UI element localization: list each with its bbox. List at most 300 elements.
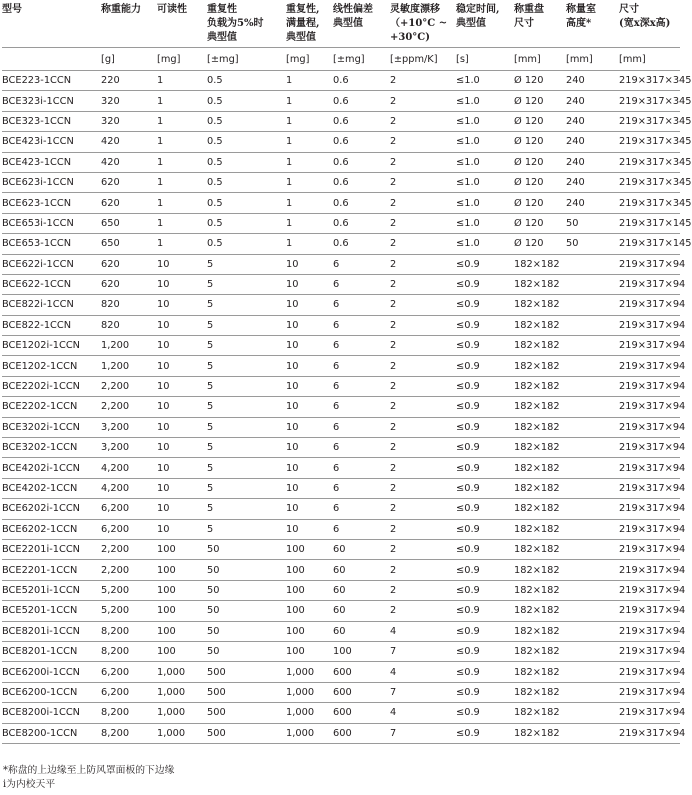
table-row — [2, 682, 680, 702]
unit-pan-size: [mm] — [514, 48, 566, 71]
cell-stabilization-time: ≤0.9 — [456, 376, 514, 396]
cell-linearity: 0.6 — [333, 152, 390, 172]
cell-sensitivity-drift: 2 — [390, 397, 456, 417]
cell-capacity: 6,200 — [101, 662, 157, 682]
cell-stabilization-time: ≤0.9 — [456, 539, 514, 559]
cell-dimensions: 219×317×345 — [619, 111, 680, 131]
cell-repeatability-5pct: 50 — [207, 601, 286, 621]
table-row — [2, 254, 680, 274]
cell-readability: 1,000 — [157, 682, 207, 702]
cell-linearity: 6 — [333, 478, 390, 498]
cell-repeatability-5pct: 5 — [207, 315, 286, 335]
cell-stabilization-time: ≤1.0 — [456, 234, 514, 254]
header-sensitivity-drift — [390, 3, 456, 48]
table-row — [2, 519, 680, 539]
cell-chamber-height — [566, 417, 619, 437]
cell-readability: 10 — [157, 519, 207, 539]
cell-capacity: 6,200 — [101, 519, 157, 539]
table-row — [2, 499, 680, 519]
cell-readability: 1 — [157, 213, 207, 233]
header-repeatability-full — [286, 3, 333, 48]
cell-repeatability-5pct: 0.5 — [207, 193, 286, 213]
cell-linearity: 6 — [333, 315, 390, 335]
cell-pan-size: 182×182 — [514, 458, 566, 478]
cell-pan-size: 182×182 — [514, 519, 566, 539]
table-row — [2, 621, 680, 641]
table-row — [2, 703, 680, 723]
table-row — [2, 172, 680, 192]
cell-model: BCE622i-1CCN — [2, 254, 101, 274]
cell-model: BCE223-1CCN — [2, 71, 101, 91]
header-capacity-line: 称重能力 — [101, 4, 141, 15]
cell-dimensions: 219×317×94 — [619, 254, 680, 274]
header-pan-size-line: 尺寸 — [514, 18, 534, 29]
cell-chamber-height — [566, 438, 619, 458]
cell-readability: 10 — [157, 254, 207, 274]
cell-chamber-height: 240 — [566, 91, 619, 111]
cell-linearity: 60 — [333, 621, 390, 641]
cell-chamber-height — [566, 641, 619, 661]
header-repeatability-5pct-line: 负载为5%时 — [207, 18, 264, 29]
cell-model: BCE3202i-1CCN — [2, 417, 101, 437]
cell-linearity: 60 — [333, 580, 390, 600]
cell-pan-size: Ø 120 — [514, 193, 566, 213]
table-row — [2, 193, 680, 213]
cell-sensitivity-drift: 2 — [390, 478, 456, 498]
table-row — [2, 397, 680, 417]
cell-repeatability-5pct: 50 — [207, 641, 286, 661]
cell-dimensions: 219×317×94 — [619, 438, 680, 458]
cell-capacity: 6,200 — [101, 499, 157, 519]
cell-sensitivity-drift: 4 — [390, 662, 456, 682]
cell-capacity: 2,200 — [101, 376, 157, 396]
cell-repeatability-5pct: 0.5 — [207, 132, 286, 152]
unit-readability: [mg] — [157, 48, 207, 71]
cell-chamber-height: 50 — [566, 213, 619, 233]
cell-repeatability-full: 100 — [286, 539, 333, 559]
cell-stabilization-time: ≤0.9 — [456, 336, 514, 356]
cell-sensitivity-drift: 2 — [390, 152, 456, 172]
cell-chamber-height: 240 — [566, 172, 619, 192]
cell-chamber-height — [566, 621, 619, 641]
cell-repeatability-full: 1 — [286, 172, 333, 192]
cell-linearity: 0.6 — [333, 213, 390, 233]
cell-repeatability-full: 100 — [286, 641, 333, 661]
cell-stabilization-time: ≤0.9 — [456, 580, 514, 600]
cell-capacity: 3,200 — [101, 438, 157, 458]
cell-linearity: 0.6 — [333, 193, 390, 213]
cell-repeatability-5pct: 5 — [207, 254, 286, 274]
cell-stabilization-time: ≤1.0 — [456, 152, 514, 172]
cell-readability: 1,000 — [157, 662, 207, 682]
cell-linearity: 6 — [333, 519, 390, 539]
cell-sensitivity-drift: 2 — [390, 560, 456, 580]
cell-dimensions: 219×317×94 — [619, 662, 680, 682]
cell-chamber-height — [566, 682, 619, 702]
cell-chamber-height — [566, 274, 619, 294]
cell-model: BCE6202i-1CCN — [2, 499, 101, 519]
cell-repeatability-full: 10 — [286, 356, 333, 376]
cell-repeatability-5pct: 0.5 — [207, 152, 286, 172]
cell-linearity: 6 — [333, 295, 390, 315]
cell-readability: 1 — [157, 152, 207, 172]
cell-repeatability-5pct: 5 — [207, 397, 286, 417]
cell-readability: 10 — [157, 376, 207, 396]
cell-capacity: 8,200 — [101, 723, 157, 743]
header-repeatability-5pct-line: 重复性 — [207, 4, 237, 15]
cell-repeatability-full: 1 — [286, 193, 333, 213]
table-row — [2, 641, 680, 661]
cell-repeatability-full: 1 — [286, 91, 333, 111]
cell-chamber-height: 240 — [566, 193, 619, 213]
cell-capacity: 2,200 — [101, 560, 157, 580]
cell-stabilization-time: ≤0.9 — [456, 254, 514, 274]
cell-sensitivity-drift: 2 — [390, 295, 456, 315]
cell-dimensions: 219×317×345 — [619, 132, 680, 152]
cell-readability: 100 — [157, 560, 207, 580]
cell-capacity: 820 — [101, 295, 157, 315]
table-body — [2, 71, 692, 744]
cell-stabilization-time: ≤1.0 — [456, 91, 514, 111]
cell-dimensions: 219×317×94 — [619, 315, 680, 335]
cell-chamber-height — [566, 458, 619, 478]
cell-model: BCE653i-1CCN — [2, 213, 101, 233]
cell-dimensions: 219×317×145 — [619, 234, 680, 254]
cell-linearity: 0.6 — [333, 91, 390, 111]
cell-chamber-height — [566, 397, 619, 417]
cell-readability: 1 — [157, 71, 207, 91]
cell-dimensions: 219×317×345 — [619, 193, 680, 213]
cell-chamber-height — [566, 254, 619, 274]
cell-chamber-height: 240 — [566, 71, 619, 91]
cell-capacity: 650 — [101, 213, 157, 233]
cell-repeatability-5pct: 5 — [207, 519, 286, 539]
cell-repeatability-5pct: 0.5 — [207, 111, 286, 131]
cell-model: BCE822i-1CCN — [2, 295, 101, 315]
cell-readability: 1 — [157, 91, 207, 111]
table-row — [2, 111, 680, 131]
cell-repeatability-full: 1 — [286, 234, 333, 254]
cell-dimensions: 219×317×94 — [619, 539, 680, 559]
header-stabilization-time-line: 典型值 — [456, 18, 486, 29]
cell-dimensions: 219×317×94 — [619, 703, 680, 723]
unit-dimensions: [mm] — [619, 48, 680, 71]
cell-dimensions: 219×317×94 — [619, 295, 680, 315]
cell-sensitivity-drift: 7 — [390, 723, 456, 743]
cell-pan-size: 182×182 — [514, 703, 566, 723]
cell-readability: 100 — [157, 601, 207, 621]
cell-linearity: 600 — [333, 723, 390, 743]
header-pan-size-line: 称重盘 — [514, 4, 544, 15]
cell-linearity: 100 — [333, 641, 390, 661]
cell-capacity: 2,200 — [101, 539, 157, 559]
cell-model: BCE8200-1CCN — [2, 723, 101, 743]
cell-capacity: 3,200 — [101, 417, 157, 437]
cell-repeatability-5pct: 5 — [207, 274, 286, 294]
cell-dimensions: 219×317×94 — [619, 478, 680, 498]
cell-readability: 1,000 — [157, 703, 207, 723]
cell-sensitivity-drift: 2 — [390, 172, 456, 192]
header-readability-line: 可读性 — [157, 4, 187, 15]
cell-repeatability-full: 10 — [286, 397, 333, 417]
cell-capacity: 320 — [101, 91, 157, 111]
cell-readability: 10 — [157, 438, 207, 458]
cell-pan-size: Ø 120 — [514, 172, 566, 192]
header-repeatability-full-line: 满量程, — [286, 18, 320, 29]
cell-model: BCE323i-1CCN — [2, 91, 101, 111]
cell-sensitivity-drift: 2 — [390, 580, 456, 600]
cell-sensitivity-drift: 2 — [390, 458, 456, 478]
cell-readability: 100 — [157, 621, 207, 641]
cell-readability: 1 — [157, 172, 207, 192]
cell-model: BCE2202i-1CCN — [2, 376, 101, 396]
cell-repeatability-5pct: 5 — [207, 376, 286, 396]
cell-dimensions: 219×317×94 — [619, 682, 680, 702]
cell-model: BCE653-1CCN — [2, 234, 101, 254]
header-row — [2, 3, 680, 48]
cell-repeatability-full: 10 — [286, 376, 333, 396]
cell-repeatability-full: 1,000 — [286, 723, 333, 743]
cell-linearity: 6 — [333, 254, 390, 274]
cell-stabilization-time: ≤1.0 — [456, 71, 514, 91]
cell-capacity: 5,200 — [101, 580, 157, 600]
cell-readability: 1,000 — [157, 723, 207, 743]
cell-dimensions: 219×317×94 — [619, 499, 680, 519]
cell-readability: 10 — [157, 458, 207, 478]
table-row — [2, 417, 680, 437]
cell-repeatability-5pct: 0.5 — [207, 71, 286, 91]
unit-linearity: [±mg] — [333, 48, 390, 71]
table-row — [2, 295, 680, 315]
cell-stabilization-time: ≤1.0 — [456, 111, 514, 131]
header-readability — [157, 3, 207, 48]
cell-stabilization-time: ≤0.9 — [456, 519, 514, 539]
cell-sensitivity-drift: 2 — [390, 234, 456, 254]
cell-linearity: 0.6 — [333, 132, 390, 152]
footnote-internal-calibration: i为内校天平 — [3, 779, 56, 790]
cell-capacity: 620 — [101, 254, 157, 274]
header-capacity — [101, 3, 157, 48]
cell-dimensions: 219×317×94 — [619, 601, 680, 621]
header-chamber-height — [566, 3, 619, 48]
cell-dimensions: 219×317×345 — [619, 71, 680, 91]
cell-sensitivity-drift: 2 — [390, 132, 456, 152]
table-row — [2, 234, 680, 254]
cell-repeatability-full: 1,000 — [286, 662, 333, 682]
table-row — [2, 315, 680, 335]
header-repeatability-full-line: 典型值 — [286, 32, 316, 43]
cell-repeatability-5pct: 5 — [207, 478, 286, 498]
cell-repeatability-full: 10 — [286, 315, 333, 335]
cell-dimensions: 219×317×145 — [619, 213, 680, 233]
cell-readability: 1 — [157, 111, 207, 131]
cell-repeatability-full: 1 — [286, 71, 333, 91]
cell-stabilization-time: ≤0.9 — [456, 458, 514, 478]
cell-linearity: 0.6 — [333, 71, 390, 91]
header-dimensions-line: 尺寸 — [619, 4, 639, 15]
cell-model: BCE8200i-1CCN — [2, 703, 101, 723]
cell-repeatability-full: 10 — [286, 519, 333, 539]
cell-linearity: 6 — [333, 336, 390, 356]
cell-chamber-height — [566, 703, 619, 723]
cell-repeatability-full: 1,000 — [286, 682, 333, 702]
cell-dimensions: 219×317×94 — [619, 641, 680, 661]
cell-sensitivity-drift: 2 — [390, 499, 456, 519]
cell-readability: 10 — [157, 356, 207, 376]
cell-sensitivity-drift: 2 — [390, 601, 456, 621]
cell-chamber-height — [566, 519, 619, 539]
cell-dimensions: 219×317×345 — [619, 152, 680, 172]
cell-pan-size: Ø 120 — [514, 91, 566, 111]
cell-stabilization-time: ≤1.0 — [456, 193, 514, 213]
table-row — [2, 478, 680, 498]
cell-linearity: 60 — [333, 601, 390, 621]
cell-linearity: 0.6 — [333, 234, 390, 254]
table-row — [2, 71, 680, 91]
table-row — [2, 539, 680, 559]
cell-model: BCE423i-1CCN — [2, 132, 101, 152]
unit-sensitivity-drift: [±ppm/K] — [390, 48, 456, 71]
cell-linearity: 6 — [333, 458, 390, 478]
cell-chamber-height — [566, 723, 619, 743]
cell-dimensions: 219×317×94 — [619, 336, 680, 356]
header-pan-size — [514, 3, 566, 48]
cell-repeatability-full: 10 — [286, 274, 333, 294]
footnotes — [3, 764, 174, 792]
cell-sensitivity-drift: 2 — [390, 71, 456, 91]
cell-capacity: 8,200 — [101, 703, 157, 723]
cell-pan-size: 182×182 — [514, 417, 566, 437]
cell-stabilization-time: ≤0.9 — [456, 397, 514, 417]
cell-stabilization-time: ≤0.9 — [456, 478, 514, 498]
header-linearity — [333, 3, 390, 48]
cell-dimensions: 219×317×94 — [619, 356, 680, 376]
cell-model: BCE2201-1CCN — [2, 560, 101, 580]
table-row — [2, 356, 680, 376]
cell-repeatability-full: 100 — [286, 580, 333, 600]
cell-stabilization-time: ≤0.9 — [456, 315, 514, 335]
cell-linearity: 6 — [333, 356, 390, 376]
cell-readability: 10 — [157, 478, 207, 498]
cell-model: BCE623i-1CCN — [2, 172, 101, 192]
cell-repeatability-full: 10 — [286, 254, 333, 274]
cell-sensitivity-drift: 2 — [390, 193, 456, 213]
cell-chamber-height: 240 — [566, 111, 619, 131]
cell-pan-size: 182×182 — [514, 295, 566, 315]
cell-model: BCE6202-1CCN — [2, 519, 101, 539]
cell-model: BCE2201i-1CCN — [2, 539, 101, 559]
cell-pan-size: 182×182 — [514, 621, 566, 641]
cell-repeatability-5pct: 500 — [207, 703, 286, 723]
cell-sensitivity-drift: 2 — [390, 376, 456, 396]
header-linearity-line: 典型值 — [333, 18, 363, 29]
cell-pan-size: 182×182 — [514, 376, 566, 396]
cell-chamber-height — [566, 580, 619, 600]
cell-repeatability-5pct: 500 — [207, 682, 286, 702]
cell-capacity: 650 — [101, 234, 157, 254]
cell-model: BCE3202-1CCN — [2, 438, 101, 458]
cell-readability: 1 — [157, 132, 207, 152]
cell-pan-size: 182×182 — [514, 682, 566, 702]
cell-chamber-height: 50 — [566, 234, 619, 254]
cell-sensitivity-drift: 2 — [390, 274, 456, 294]
table-row — [2, 438, 680, 458]
cell-pan-size: Ø 120 — [514, 152, 566, 172]
cell-model: BCE423-1CCN — [2, 152, 101, 172]
cell-repeatability-5pct: 5 — [207, 295, 286, 315]
cell-repeatability-5pct: 5 — [207, 336, 286, 356]
cell-model: BCE5201-1CCN — [2, 601, 101, 621]
cell-sensitivity-drift: 2 — [390, 111, 456, 131]
cell-repeatability-5pct: 500 — [207, 723, 286, 743]
units-row — [2, 48, 680, 71]
cell-capacity: 820 — [101, 315, 157, 335]
cell-model: BCE5201i-1CCN — [2, 580, 101, 600]
unit-repeatability-full: [mg] — [286, 48, 333, 71]
cell-capacity: 620 — [101, 172, 157, 192]
cell-model: BCE4202-1CCN — [2, 478, 101, 498]
cell-sensitivity-drift: 2 — [390, 438, 456, 458]
header-linearity-line: 线性偏差 — [333, 4, 373, 15]
cell-model: BCE622-1CCN — [2, 274, 101, 294]
cell-capacity: 620 — [101, 193, 157, 213]
cell-linearity: 6 — [333, 417, 390, 437]
cell-dimensions: 219×317×94 — [619, 621, 680, 641]
cell-model: BCE1202-1CCN — [2, 356, 101, 376]
cell-repeatability-5pct: 5 — [207, 499, 286, 519]
cell-dimensions: 219×317×345 — [619, 91, 680, 111]
cell-pan-size: Ø 120 — [514, 234, 566, 254]
cell-pan-size: 182×182 — [514, 601, 566, 621]
cell-repeatability-full: 10 — [286, 478, 333, 498]
table-row — [2, 91, 680, 111]
cell-readability: 100 — [157, 641, 207, 661]
cell-sensitivity-drift: 2 — [390, 91, 456, 111]
cell-sensitivity-drift: 7 — [390, 641, 456, 661]
cell-sensitivity-drift: 2 — [390, 356, 456, 376]
cell-stabilization-time: ≤1.0 — [456, 132, 514, 152]
cell-readability: 1 — [157, 193, 207, 213]
cell-model: BCE822-1CCN — [2, 315, 101, 335]
cell-chamber-height: 240 — [566, 152, 619, 172]
header-dimensions — [619, 3, 680, 48]
cell-model: BCE8201-1CCN — [2, 641, 101, 661]
table-row — [2, 336, 680, 356]
cell-readability: 10 — [157, 295, 207, 315]
cell-repeatability-full: 10 — [286, 499, 333, 519]
header-dimensions-line: (宽x深x高) — [619, 18, 671, 29]
cell-chamber-height — [566, 499, 619, 519]
cell-repeatability-5pct: 0.5 — [207, 172, 286, 192]
header-sensitivity-drift-line: （+10°C ~ — [390, 18, 448, 29]
cell-sensitivity-drift: 2 — [390, 539, 456, 559]
unit-stabilization-time: [s] — [456, 48, 514, 71]
table-row — [2, 560, 680, 580]
cell-dimensions: 219×317×94 — [619, 519, 680, 539]
cell-sensitivity-drift: 2 — [390, 315, 456, 335]
cell-repeatability-full: 100 — [286, 621, 333, 641]
table-row — [2, 662, 680, 682]
cell-pan-size: 182×182 — [514, 539, 566, 559]
cell-capacity: 8,200 — [101, 641, 157, 661]
cell-readability: 10 — [157, 336, 207, 356]
cell-dimensions: 219×317×94 — [619, 417, 680, 437]
cell-repeatability-5pct: 5 — [207, 417, 286, 437]
cell-pan-size: 182×182 — [514, 438, 566, 458]
cell-readability: 10 — [157, 499, 207, 519]
cell-linearity: 6 — [333, 499, 390, 519]
table-row — [2, 723, 680, 743]
